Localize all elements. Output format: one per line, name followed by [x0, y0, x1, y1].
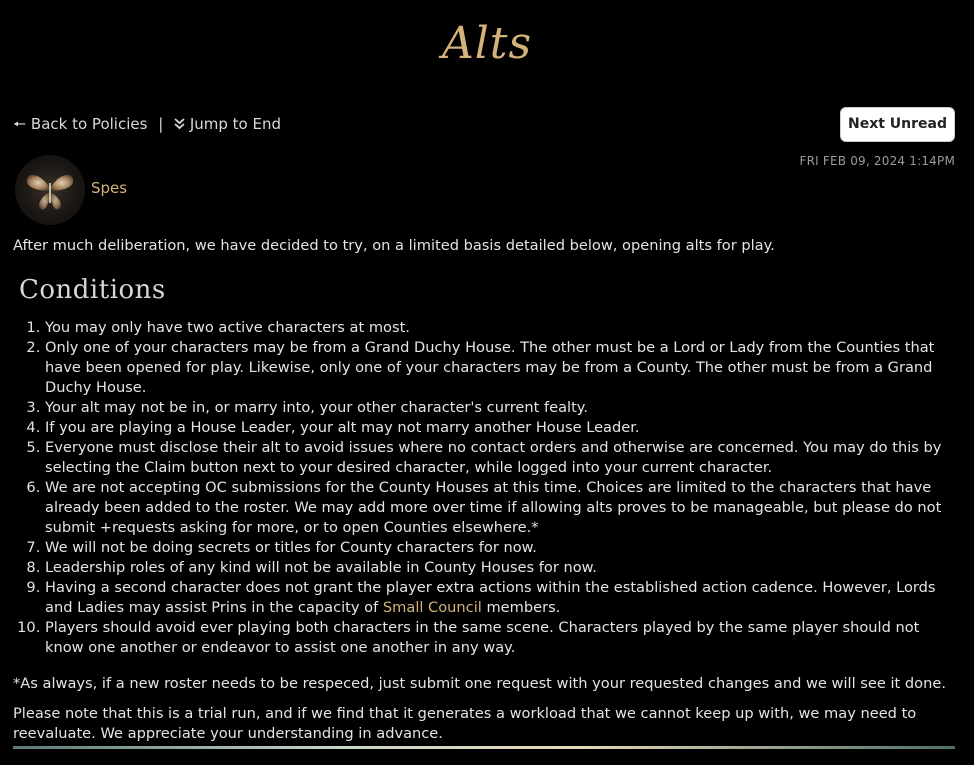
condition-text: Having a second character does not grant the player extra actions within the established action cadence. However, Lords and Ladies may assist Prins in the capacity of: [45, 579, 936, 616]
divider: [13, 746, 955, 749]
page-title: Alts: [441, 18, 533, 69]
condition-item: 8. Leadership roles of any kind will not be available in County Houses for now.: [45, 558, 958, 578]
arrow-left-icon: 🠔: [13, 115, 27, 133]
double-chevron-down-icon: [174, 115, 190, 133]
back-to-policies-link[interactable]: [13, 115, 152, 133]
butterfly-icon: [15, 155, 85, 225]
post-body: [13, 236, 958, 744]
condition-suffix: members.: [481, 599, 561, 616]
condition-item: [45, 578, 958, 618]
next-unread-button[interactable]: Next Unread: [840, 107, 955, 142]
condition-item: 5. Everyone must disclose their alt to avoid issues where no contact orders and otherwise are concerned. You may do this by selecting the Claim button next to your desired character, while logged into your current character.: [45, 438, 958, 478]
jump-to-end-label: Jump to End: [189, 115, 281, 133]
condition-item: 1. You may only have two active characters at most.: [45, 318, 958, 338]
toolbar-separator: |: [158, 115, 164, 133]
condition-item: 2. Only one of your characters may be from a Grand Duchy House. The other must be a Lord or Lady from the Counties that have been opened for play. Likewise, only one of your characters may be from a County. The other must be from a Grand Duchy House.: [45, 338, 958, 398]
conditions-list: [13, 318, 958, 658]
condition-item: 7. We will not be doing secrets or titles for County characters for now.: [45, 538, 958, 558]
closing-paragraph: Please note that this is a trial run, and if we find that it generates a workload that we cannot keep up with, we may need to reevaluate. We appreciate your understanding in advance.: [13, 705, 917, 742]
condition-item: 10. Players should avoid ever playing both characters in the same scene. Characters played by the same player should not know one another or endeavor to assist one another in any way.: [45, 618, 958, 658]
section-heading: Conditions: [19, 275, 166, 305]
footnote: *As always, if a new roster needs to be respeced, just submit one request with your requested changes and we will see it done.: [13, 675, 946, 692]
condition-item: 4. If you are playing a House Leader, your alt may not marry another House Leader.: [45, 418, 958, 438]
post-date: FRI FEB 09, 2024 1:14PM: [799, 154, 955, 168]
condition-item: 3. Your alt may not be in, or marry into, your other character's current fealty.: [45, 398, 958, 418]
back-to-policies-label: Back to Policies: [30, 115, 148, 133]
post-intro: After much deliberation, we have decided to try, on a limited basis detailed below, opening alts for play.: [13, 237, 775, 254]
small-council-link[interactable]: Small Council: [382, 599, 482, 616]
jump-to-end-link[interactable]: [174, 115, 281, 133]
condition-item: 6. We are not accepting OC submissions for the County Houses at this time. Choices are limited to the characters that have already been added to the roster. We may add more over time if allowing alts proves to be manageable, but please do not submit +requests asking for more, or to open Counties elsewhere.*: [45, 478, 958, 538]
toolbar: [13, 114, 281, 134]
author-name-link[interactable]: Spes: [91, 179, 128, 197]
avatar[interactable]: [15, 155, 85, 225]
